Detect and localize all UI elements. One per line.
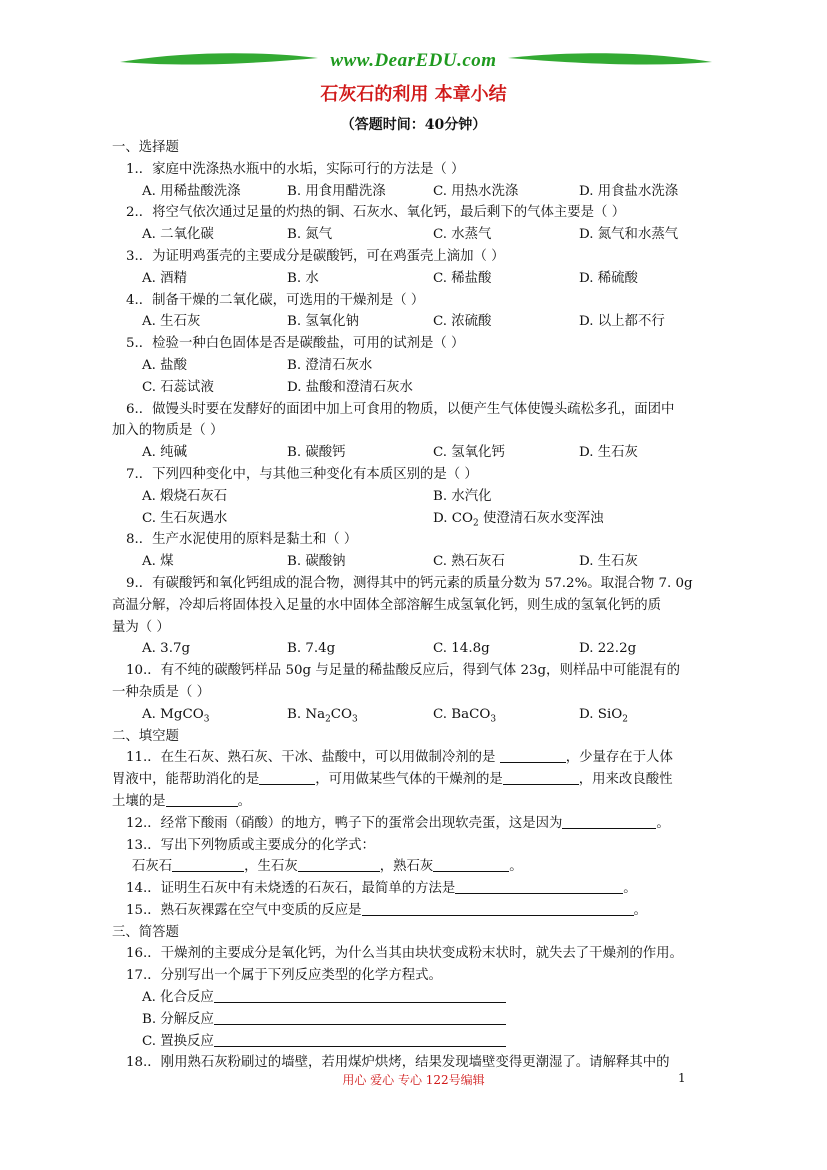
site-url[interactable]: www.DearEDU.com (330, 50, 497, 71)
question-stem: 1.．家庭中洗涤热水瓶中的水垢，实际可行的方法是（ ） (126, 161, 465, 177)
answer-blank[interactable] (362, 900, 634, 916)
option-b: B. 氢氧化钠 (287, 314, 359, 330)
option-d: D. 用食盐水洗涤 (579, 183, 679, 199)
option-b: B. 用食用醋洗涤 (287, 183, 386, 199)
option-c: C. 用热水洗涤 (433, 183, 519, 199)
option-c: C. 稀盐酸 (433, 270, 492, 286)
options-row (112, 311, 720, 333)
answer-line: B. 分解反应 (112, 1009, 720, 1031)
option-c: C. 浓硫酸 (433, 314, 492, 330)
options-row (112, 704, 720, 726)
option-a: A. 3.7g (142, 641, 191, 657)
option-c: C. 氢氧化钙 (433, 445, 505, 461)
question-stem-continued: 高温分解，冷却后将固体投入足量的水中固体全部溶解生成氢氧化钙，则生成的氢氧化钙的质 (112, 597, 662, 613)
answer-blank[interactable] (259, 769, 315, 785)
answer-line: C. 置换反应 (112, 1031, 720, 1053)
option-b: B. 氮气 (287, 227, 333, 243)
option-b: B. 水 (287, 270, 319, 286)
options-row (112, 224, 720, 246)
option-a: A. 煅烧石灰石 (142, 488, 228, 504)
option-d: D. 以上都不行 (579, 314, 665, 330)
option-a: A. 生石灰 (142, 314, 201, 330)
question-stem: 6.．做馒头时要在发酵好的面团中加上可食用的物质，以便产生气体使馒头疏松多孔，面团中 (126, 401, 675, 417)
option-d: D. 氮气和水蒸气 (579, 227, 679, 243)
question-stem-continued: 量为（ ） (112, 619, 170, 635)
question-stem: 14.．证明生石灰中有未烧透的石灰石，最简单的方法是 。 (112, 878, 720, 900)
option-d: D. 盐酸和澄清石灰水 (287, 379, 413, 395)
option-d: D. 生石灰 (579, 445, 638, 461)
answer-blank[interactable] (433, 856, 509, 872)
question-stem: 7.．下列四种变化中，与其他三种变化有本质区别的是（ ） (126, 466, 478, 482)
option-b: B. 碳酸钠 (287, 554, 346, 570)
question-stem: 12.．经常下酸雨（硝酸）的地方，鸭子下的蛋常会出现软壳蛋，这是因为 。 (112, 813, 720, 835)
answer-blank[interactable] (503, 769, 579, 785)
option-a: A. 煤 (142, 554, 174, 570)
question-stem: 3.．为证明鸡蛋壳的主要成分是碳酸钙，可在鸡蛋壳上滴加（ ） (126, 248, 505, 264)
answer-blank[interactable] (500, 747, 566, 763)
section-heading: 三、简答题 (112, 924, 179, 940)
section-heading: 二、填空题 (112, 728, 179, 744)
question-blanks: 石灰石 ，生石灰 ，熟石灰 。 (112, 856, 720, 878)
options-row (112, 486, 720, 508)
question-stem: 18.．刚用熟石灰粉刷过的墙壁，若用煤炉烘烤，结果发现墙壁变得更潮湿了。请解释其中的 (126, 1055, 670, 1071)
option-d: D. $CO_2$ 使澄清石灰水变浑浊 (433, 510, 604, 529)
options-row (112, 508, 720, 530)
document-body (112, 137, 720, 1074)
page-footer: 用心 爱心 专心 122号编辑 (342, 1073, 485, 1087)
answer-blank[interactable] (298, 856, 380, 872)
option-d: D. 22.2g (579, 641, 637, 657)
answer-blank[interactable] (455, 878, 623, 894)
option-c: C. 水蒸气 (433, 227, 492, 243)
page-subtitle: （答题时间：40分钟） (340, 117, 487, 133)
question-stem-continued: 一种杂质是（ ） (112, 684, 210, 700)
option-c: C. 石蕊试液 (142, 379, 214, 395)
question-stem: 4.．制备干燥的二氧化碳，可选用的干燥剂是（ ） (126, 292, 425, 308)
question-stem-continued: 加入的物质是（ ） (112, 423, 224, 439)
question-stem: 16.．干燥剂的主要成分是氧化钙，为什么当其由块状变成粉末状时，就失去了干燥剂的作用。 (126, 946, 683, 962)
answer-line: A. 化合反应 (112, 987, 720, 1009)
options-row (112, 181, 720, 203)
option-b: B. $Na_2CO_3$ (287, 706, 358, 725)
question-stem: 9.．有碳酸钙和氧化钙组成的混合物，测得其中的钙元素的质量分数为 57.2%。取混合物 7. 0g (126, 575, 693, 591)
options-row (112, 377, 720, 399)
options-row (112, 551, 720, 573)
options-row (112, 442, 720, 464)
question-stem: 10.．有不纯的碳酸钙样品 50g 与足量的稀盐酸反应后，得到气体 23g，则样品中可能混有的 (126, 663, 680, 679)
option-c: C. 熟石灰石 (433, 554, 505, 570)
option-a: A. 纯碱 (142, 445, 187, 461)
question-stem: 8.．生产水泥使用的原料是黏土和（ ） (126, 532, 358, 548)
answer-blank[interactable] (214, 1031, 506, 1047)
answer-blank[interactable] (172, 856, 244, 872)
site-header (0, 48, 827, 80)
question-stem: 13.．写出下列物质或主要成分的化学式： (126, 837, 375, 853)
option-c: C. 生石灰遇水 (142, 510, 228, 526)
option-b: B. 7.4g (287, 641, 336, 657)
question-stem-continued: 胃液中，能帮助消化的是 ，可用做某些气体的干燥剂的是 ，用来改良酸性 (112, 769, 720, 791)
answer-blank[interactable] (562, 813, 656, 829)
option-d: D. SiO$_2$ (579, 706, 628, 725)
option-b: B. 碳酸钙 (287, 445, 346, 461)
option-c: C. BaCO$_3$ (433, 706, 497, 725)
answer-blank[interactable] (214, 987, 506, 1003)
option-d: D. 生石灰 (579, 554, 638, 570)
option-c: C. 14.8g (433, 641, 490, 657)
options-row (112, 268, 720, 290)
answer-blank[interactable] (166, 791, 238, 807)
question-stem: 5.．检验一种白色固体是否是碳酸盐，可用的试剂是（ ） (126, 336, 465, 352)
question-stem-continued: 土壤的是 。 (112, 791, 720, 813)
option-b: B. 水汽化 (433, 488, 492, 504)
question-stem: 2.．将空气依次通过足量的灼热的铜、石灰水、氧化钙，最后剩下的气体主要是（ ） (126, 205, 626, 221)
question-stem: 15.．熟石灰裸露在空气中变质的反应是 。 (112, 900, 720, 922)
option-a: A. 盐酸 (142, 357, 187, 373)
option-a: A. 用稀盐酸洗涤 (142, 183, 241, 199)
question-stem: 11.．在生石灰、熟石灰、干冰、盐酸中，可以用做制冷剂的是 ，少量存在于人体 (112, 747, 720, 769)
option-b: B. 澄清石灰水 (287, 357, 373, 373)
option-a: A. 二氧化碳 (142, 227, 214, 243)
option-a: A. 酒精 (142, 270, 187, 286)
answer-blank[interactable] (214, 1009, 506, 1025)
page-number: 1 (678, 1071, 686, 1085)
section-heading: 一、选择题 (112, 140, 179, 155)
option-a: A. MgCO$_3$ (142, 706, 210, 725)
options-row (112, 355, 720, 377)
question-stem: 17.．分别写出一个属于下列反应类型的化学方程式。 (126, 968, 442, 984)
options-row (112, 638, 720, 660)
option-d: D. 稀硫酸 (579, 270, 638, 286)
page-title: 石灰石的利用 本章小结 (320, 84, 507, 105)
